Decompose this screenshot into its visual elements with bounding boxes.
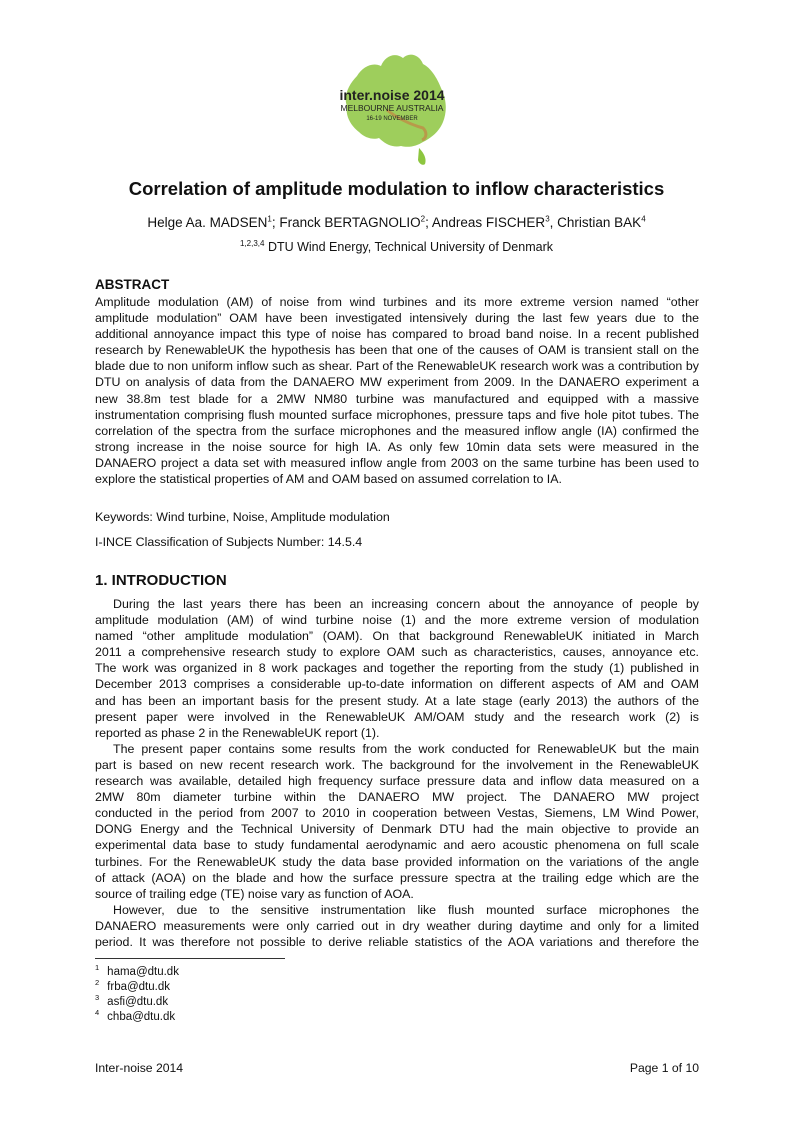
abstract-body — [95, 294, 699, 487]
text-line: period. It was therefore not possible to derive reliable statistics of the AOA variations and therefore the — [95, 934, 699, 949]
text-line: named “other amplitude modulation” (OAM). On that background RenewableUK initiated in March — [95, 629, 699, 644]
footnote-number: 1 — [95, 963, 100, 973]
text-line: amplitude modulation” OAM have been investigated intensively during the last few years due to the — [95, 311, 699, 326]
introduction-body — [95, 596, 699, 950]
text-line: DONG Energy and the Technical University of Denmark DTU had the main objective to provide an — [95, 822, 699, 837]
affiliation-text: DTU Wind Energy, Technical University of Denmark — [264, 240, 553, 254]
author-separator: ; — [271, 215, 280, 230]
keywords: Keywords: Wind turbine, Noise, Amplitude modulation — [95, 510, 390, 524]
text-line: of attack (AOA) on the blade and how the surface pressure spectra at the trailing edge which are the — [95, 870, 699, 885]
footnote-number: 2 — [95, 978, 100, 988]
text-line: source of trailing edge (TE) noise vary as function of AOA. — [95, 886, 414, 901]
text-line: present paper were involved in the RenewableUK AM/OAM study and the research work (2) is — [95, 709, 699, 724]
text-line: The present paper contains some results from the work conducted for RenewableUK but the main — [113, 741, 699, 756]
paper-title: Correlation of amplitude modulation to inflow characteristics — [128, 178, 665, 199]
author-sup: 3 — [545, 214, 550, 224]
author-name: Franck BERTAGNOLIO — [279, 215, 421, 230]
text-line: new 38.8m test blade for a 2MW NM80 turbine was manufactured and equipped with a massive — [95, 391, 699, 406]
text-line: part is based on new recent research work. The background for the involvement in the RenewableUK — [95, 757, 699, 772]
logo-line-3: 16-19 NOVEMBER — [366, 116, 418, 122]
footnote-number: 4 — [95, 1008, 100, 1018]
text-line: research was available, detailed high frequency surface pressure data and inflow data measured on a — [95, 774, 699, 789]
conference-logo — [327, 48, 457, 170]
footnote — [95, 993, 169, 1008]
text-line: Amplitude modulation (AM) of noise from wind turbines and its more extreme version named “other — [95, 295, 699, 309]
text-line: experimental data base to study fundamental aerodynamic and aero acoustic phenomena on full scale — [95, 838, 699, 853]
footnote-number: 3 — [95, 993, 100, 1003]
author-sup: 2 — [420, 214, 426, 224]
text-line: During the last years there has been an increasing concern about the annoyance of people by — [113, 597, 699, 611]
text-line: 2MW 80m diameter turbine within the DANAERO MW project. The DANAERO MW project — [95, 790, 699, 805]
footnote — [95, 963, 179, 978]
text-line: 2011 a comprehensive research study to explore OAM such as characteristics, causes, annoyance etc. — [95, 645, 699, 660]
text-line: DTU on analysis of data from the DANAERO MW experiment from 2009. In the DANAERO experiment a — [95, 375, 699, 390]
text-line: explore the statistical properties of AM and OAM based on assumed correlation to IA. — [95, 472, 562, 487]
author-name: Andreas FISCHER — [431, 215, 546, 230]
text-line: DANAERO project a data set with measured inflow angle from 2003 on the same turbine has been used to — [95, 455, 699, 470]
author-sup: 1 — [267, 214, 272, 224]
text-line: and has been an important basis for the present study. At a late stage (early 2013) the authors of the — [95, 693, 699, 708]
footnote — [95, 978, 170, 993]
footer-left: Inter-noise 2014 — [95, 1061, 184, 1075]
abstract-heading: ABSTRACT — [95, 277, 170, 292]
text-line: DANAERO measurements were only carried out in dry weather during daytime and only for a limited — [95, 918, 699, 933]
author-sup: 4 — [641, 214, 646, 224]
footnote-email[interactable]: frba@dtu.dk — [107, 981, 170, 993]
author-separator: ; — [425, 215, 432, 230]
text-line: correlation of the spectra from the surface microphones and the measured inflow angle (IA) confirmed the — [95, 423, 699, 438]
text-line: However, due to the sensitive instrumentation like flush mounted surface microphones the — [113, 902, 699, 917]
footnote — [95, 1008, 176, 1023]
text-line: reported as phase 2 in the RenewableUK report (1). — [95, 725, 380, 740]
affiliation — [0, 240, 793, 254]
footnote-email[interactable]: hama@dtu.dk — [107, 966, 179, 978]
australia-map-icon — [327, 48, 457, 170]
text-line: strong increase in the noise source for high IA. As only few 10min data sets were measured in the — [95, 439, 699, 454]
author-list — [0, 215, 793, 230]
footnote-email[interactable]: chba@dtu.dk — [107, 1011, 176, 1023]
text-line: conducted in the period from 2007 to 2010 in cooperation between Vestas, Siemens, LM Wind Power, — [95, 806, 699, 821]
author-separator: , — [549, 215, 558, 230]
text-line: instrumentation comprising flush mounted surface microphones, pressure taps and five hole pitot tubes. The — [95, 407, 699, 422]
logo-line-2: MELBOURNE AUSTRALIA — [340, 103, 444, 113]
author-name: Helge Aa. MADSEN — [147, 215, 268, 230]
section-heading-introduction: 1. INTRODUCTION — [95, 572, 227, 589]
footnote-email[interactable]: asfi@dtu.dk — [107, 996, 169, 1008]
classification: I-INCE Classification of Subjects Number: 14.5.4 — [95, 535, 363, 549]
text-line: additional annoyance impact this type of noise has compared to broad band noise. In a recent published — [95, 327, 699, 342]
text-line: amplitude modulation (AM) of wind turbine noise (1) and the more extreme version of modulation — [95, 613, 699, 628]
text-line: blade due to non uniform inflow such as shear. Part of the RenewableUK research work was a contribution by — [95, 359, 699, 374]
text-line: research by RenewableUK the hypothesis has been that one of the causes of OAM is transient stall on the — [95, 343, 699, 358]
text-line: turbines. For the RenewableUK study the data base provided information on the variations of the angle — [95, 854, 699, 869]
text-line: The work was organized in 8 work packages and together the reporting from the study (1) published in — [95, 661, 699, 676]
footnote-rule — [95, 958, 285, 959]
text-line: December 2013 comprises a considerable up-to-date information on different aspects of AM and OAM — [95, 677, 699, 692]
footer-right: Page 1 of 10 — [629, 1061, 699, 1075]
affiliation-sup: 1,2,3,4 — [240, 238, 265, 248]
author-name: Christian BAK — [557, 215, 642, 230]
logo-line-1: inter.noise 2014 — [339, 87, 445, 103]
